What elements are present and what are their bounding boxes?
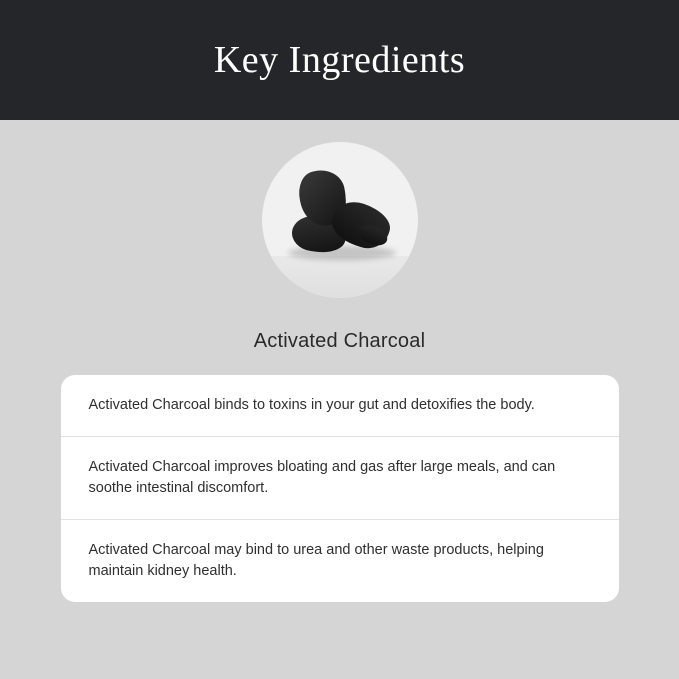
benefit-text: Activated Charcoal binds to toxins in your gut and detoxifies the body.: [88, 397, 535, 413]
list-item: [61, 520, 619, 602]
main-content: [0, 120, 679, 679]
ingredient-name: Activated Charcoal: [253, 330, 426, 352]
benefit-text: Activated Charcoal may bind to urea and other waste products, helping maintain kidney health.: [88, 542, 544, 580]
ingredient-image: [262, 142, 418, 298]
header-banner: [0, 0, 679, 120]
benefit-text: Activated Charcoal improves bloating and gas after large meals, and can soothe intestinal discomfort.: [88, 459, 556, 497]
list-item: [61, 437, 619, 520]
list-item: [61, 375, 619, 437]
benefits-card: [61, 375, 619, 602]
page-title: Key Ingredients: [213, 39, 466, 81]
image-backdrop: [262, 256, 418, 298]
